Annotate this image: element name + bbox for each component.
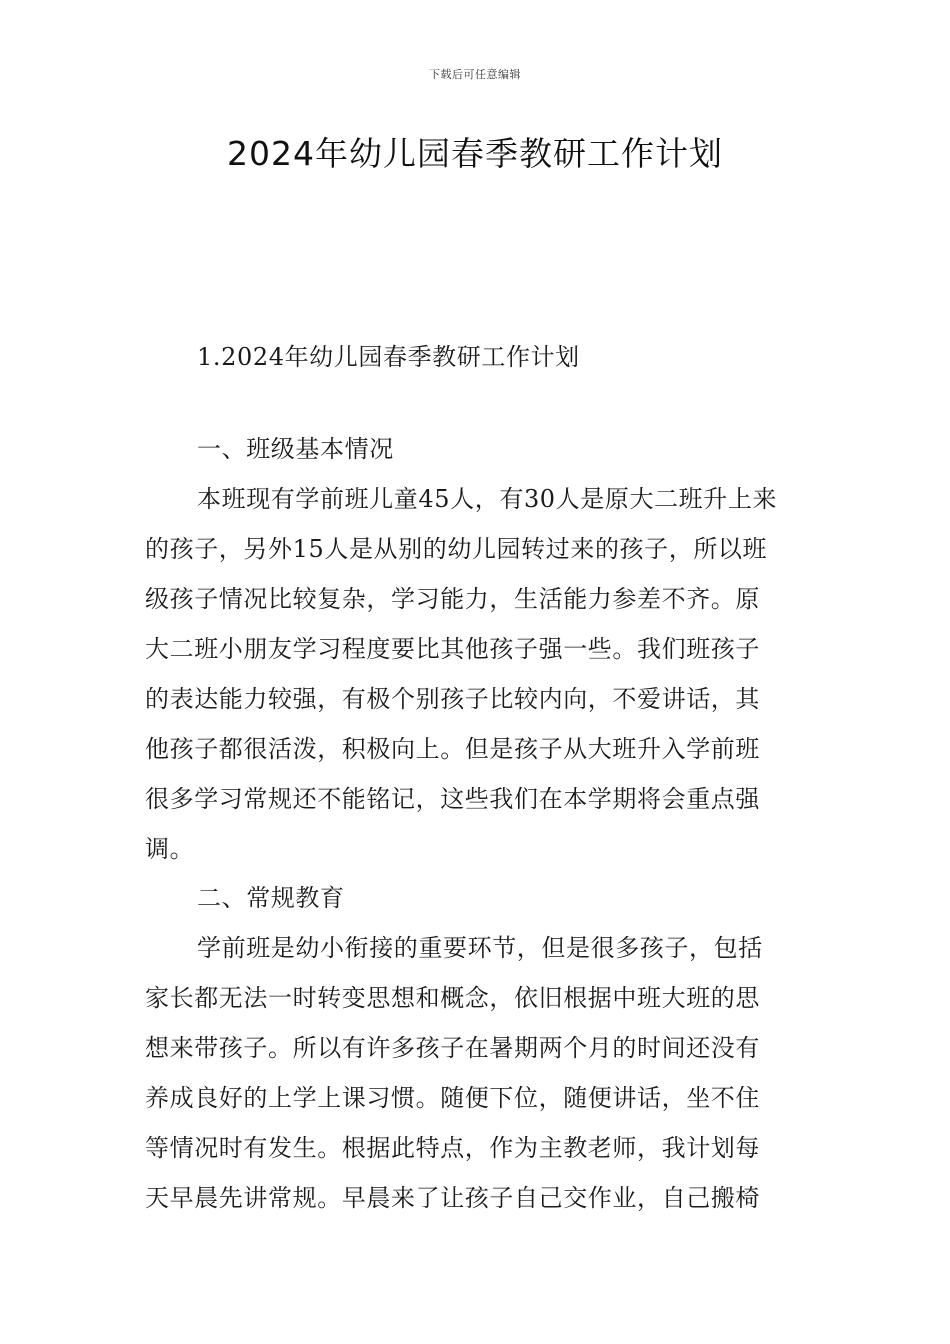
header-note: 下载后可任意编辑 [429, 68, 521, 81]
paragraph-line: 的孩子，另外15人是从别的幼儿园转过来的孩子，所以班 [145, 535, 768, 563]
paragraph-line: 调。 [145, 835, 195, 863]
paragraph-line: 等情况时有发生。根据此特点，作为主教老师，我计划每 [145, 1134, 760, 1162]
paragraph-line: 学前班是幼小衔接的重要环节，但是很多孩子，包括 [197, 934, 763, 962]
paragraph-line: 养成良好的上学上课习惯。随便下位，随便讲话，坐不住 [145, 1084, 760, 1112]
paragraph-line: 级孩子情况比较复杂，学习能力，生活能力参差不齐。原 [145, 585, 760, 613]
paragraph-line: 很多学习常规还不能铭记，这些我们在本学期将会重点强 [145, 785, 760, 813]
paragraph-line: 的表达能力较强，有极个别孩子比较内向，不爱讲话，其 [145, 685, 760, 713]
section-basic-info [145, 424, 809, 874]
document-title: 2024年幼儿园春季教研工作计划 [227, 134, 723, 173]
paragraph-line: 家长都无法一时转变思想和概念，依旧根据中班大班的思 [145, 984, 760, 1012]
paragraph-line: 大二班小朋友学习程度要比其他孩子强一些。我们班孩子 [145, 635, 760, 663]
section-routine-education [145, 873, 809, 1223]
paragraph-line: 他孩子都很活泼，积极向上。但是孩子从大班升入学前班 [145, 735, 760, 763]
paragraph-line: 想来带孩子。所以有许多孩子在暑期两个月的时间还没有 [145, 1034, 760, 1062]
section-heading: 一、班级基本情况 [197, 435, 394, 463]
section-heading: 二、常规教育 [197, 884, 345, 912]
document-subtitle [145, 332, 809, 382]
subtitle-text: 1.2024年幼儿园春季教研工作计划 [197, 343, 580, 371]
paragraph-line: 天早晨先讲常规。早晨来了让孩子自己交作业，自己搬椅 [145, 1184, 760, 1212]
paragraph-line: 本班现有学前班儿童45人，有30人是原大二班升上来 [197, 485, 778, 513]
